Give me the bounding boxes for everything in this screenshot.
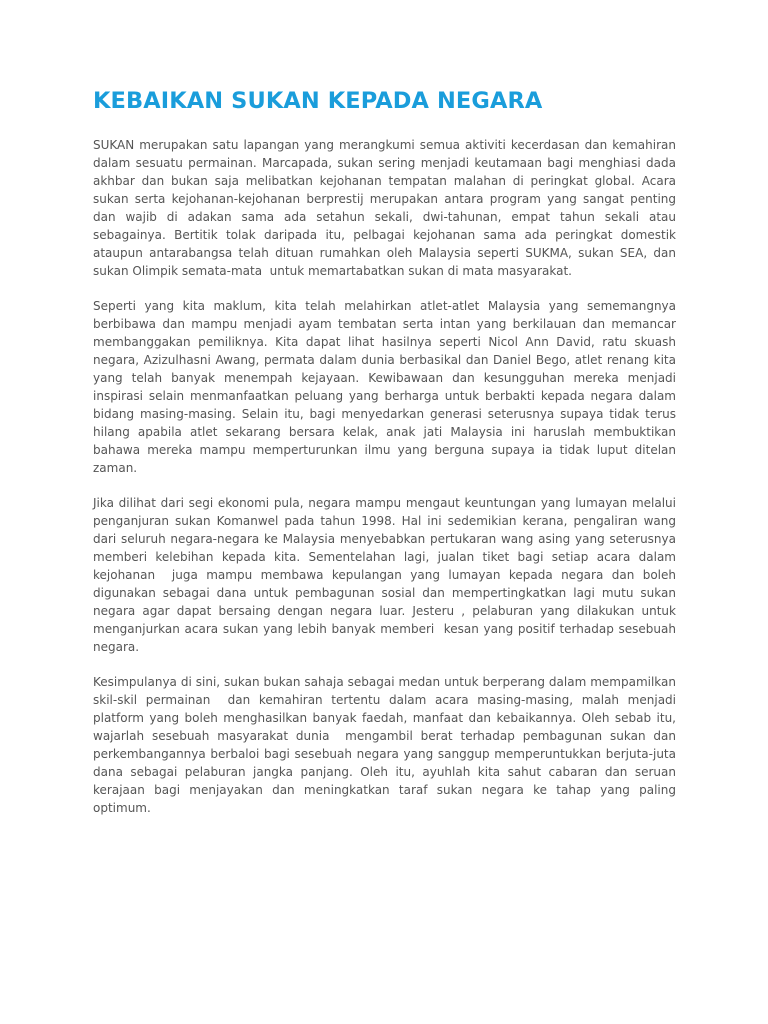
paragraph-athletes: Seperti yang kita maklum, kita telah melahirkan atlet-atlet Malaysia yang sememangnya berbibawa dan mampu menjadi ayam tembatan serta intan yang berkilauan dan memancar membanggakan pemiliknya. Kita dapat lihat hasilnya seperti Nicol Ann David, ratu skuash negara, Azizulhasni Awang, permata dalam dunia berbasikal dan Daniel Bego, atlet renang kita yang telah banyak menempah kejayaan. Kewibawaan dan kesungguhan mereka menjadi inspirasi selain menmanfaatkan peluang yang berharga untuk berbakti kepada negara dalam bidang masing-masing. Selain itu, bagi menyedarkan generasi seterusnya supaya tidak terus hilang apabila atlet sekarang bersara kelak, anak jati Malaysia ini haruslah membuktikan bahawa mereka mampu memperturunkan ilmu yang berguna supaya ia tidak luput ditelan zaman. [93, 299, 680, 475]
paragraph-economy: Jika dilihat dari segi ekonomi pula, negara mampu mengaut keuntungan yang lumayan melalui penganjuran sukan Komanwel pada tahun 1998. Hal ini sedemikian kerana, pengaliran wang dari seluruh negara-negara ke Malaysia menyebabkan pertukaran wang asing yang seterusnya memberi kelebihan kepada kita. Sementelahan lagi, jualan tiket bagi setiap acara dalam kejohanan juga mampu membawa kepulangan yang lumayan kepada negara dan boleh digunakan sebagai dana untuk pembagunan sosial dan mempertingkatkan lagi mutu sukan negara agar dapat bersaing dengan negara luar. Jesteru , pelaburan yang dilakukan untuk menganjurkan acara sukan yang lebih banyak memberi kesan yang positif terhadap sesebuah negara. [93, 496, 680, 654]
document-title: KEBAIKAN SUKAN KEPADA NEGARA [93, 88, 543, 114]
paragraph-conclusion: Kesimpulanya di sini, sukan bukan sahaja sebagai medan untuk berperang dalam mempamilkan skil-skil permainan dan kemahiran tertentu dalam acara masing-masing, malah menjadi platform yang boleh menghasilkan banyak faedah, manfaat dan kebaikannya. Oleh sebab itu, wajarlah sesebuah masyarakat dunia mengambil berat terhadap pembagunan sukan dan perkembangannya berbaloi bagi sesebuah negara yang sanggup memperuntukkan berjuta-juta dana sebagai pelaburan jangka panjang. Oleh itu, ayuhlah kita sahut cabaran dan seruan kerajaan bagi menjayakan dan meningkatkan taraf sukan negara ke tahap yang paling optimum. [93, 675, 680, 815]
document-page [93, 86, 680, 834]
paragraph-introduction: SUKAN merupakan satu lapangan yang merangkumi semua aktiviti kecerdasan dan kemahiran dalam sesuatu permainan. Marcapada, sukan sering menjadi keutamaan bagi menghiasi dada akhbar dan bukan saja melibatkan kejohanan tempatan malahan di peringkat global. Acara sukan serta kejohanan-kejohanan berprestij merupakan antara program yang sangat penting dan wajib di adakan sama ada setahun sekali, dwi-tahunan, empat tahun sekali atau sebagainya. Bertitik tolak daripada itu, pelbagai kejohanan sama ada peringkat domestik ataupun antarabangsa telah dituan rumahkan oleh Malaysia seperti SUKMA, sukan SEA, dan sukan Olimpik semata-mata untuk memartabatkan sukan di mata masyarakat. [93, 138, 680, 278]
